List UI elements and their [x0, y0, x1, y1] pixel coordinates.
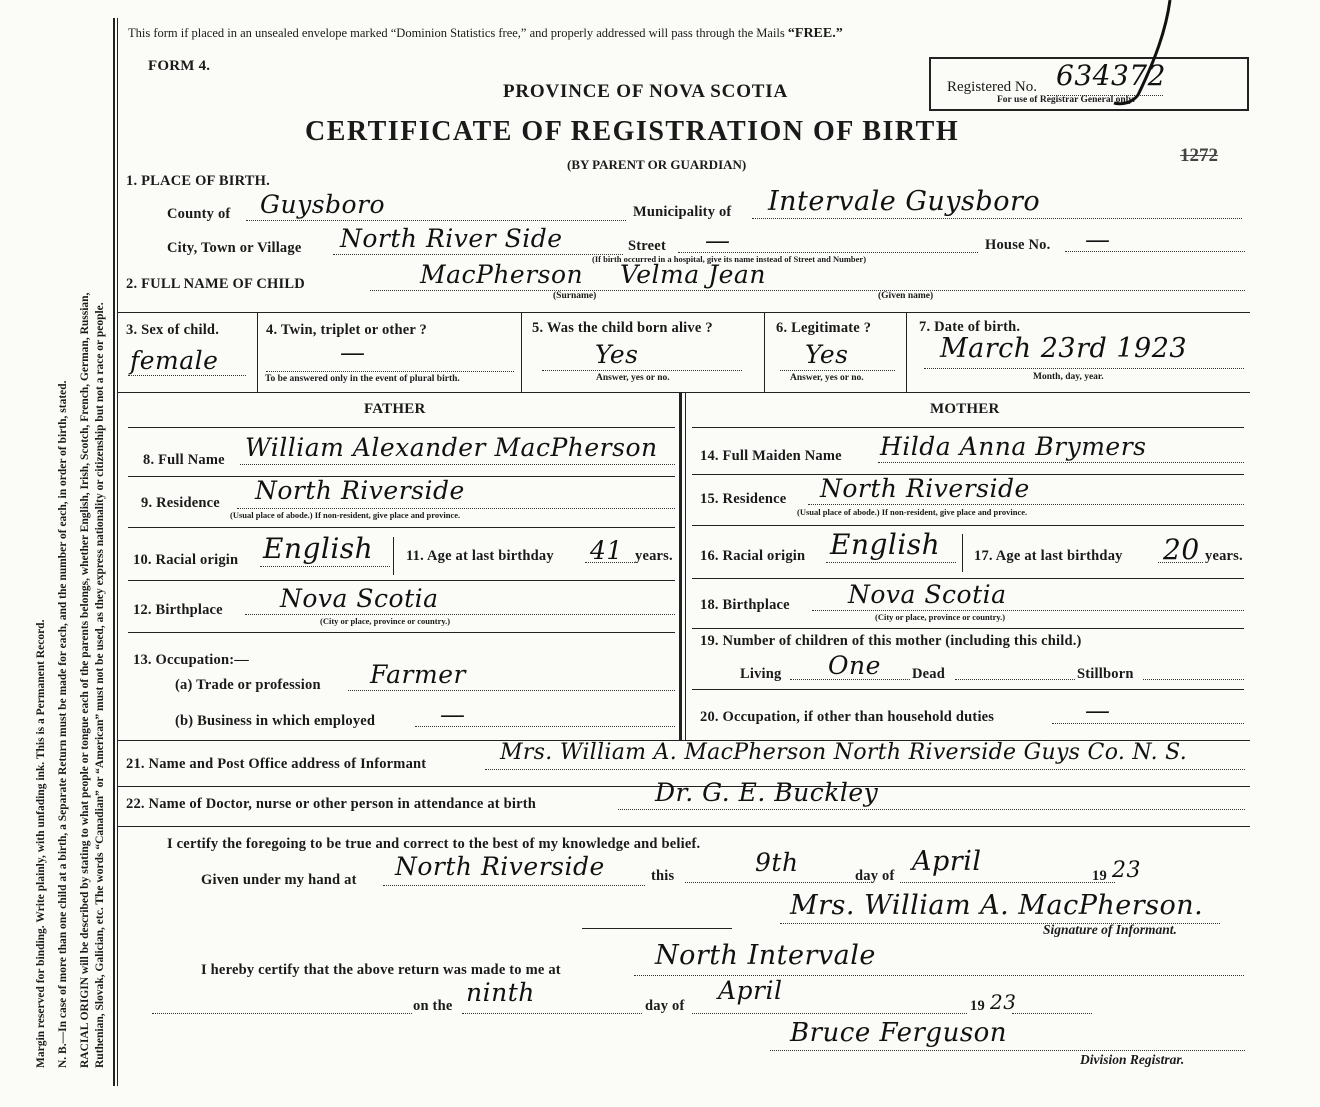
surname-note: (Surname) [553, 291, 597, 301]
margin-note: Margin reserved for binding. Write plainly, with unfading ink. This is a Permanent Record. [35, 619, 47, 1068]
on-the-label: on the [413, 998, 453, 1014]
mother-name-label: 14. Full Maiden Name [700, 448, 842, 464]
father-name-value: William Alexander MacPherson [245, 433, 658, 462]
hospital-note: (If birth occurred in a hospital, give its name instead of Street and Number) [592, 254, 867, 264]
street-value: — [705, 226, 731, 255]
legitimate-value: Yes [805, 340, 849, 369]
given-month: April [912, 846, 982, 877]
informant-statement: I certify the foregoing to be true and correct to the best of my knowledge and belief. [167, 836, 701, 852]
house-value: — [1085, 225, 1111, 254]
this-label: this [651, 868, 675, 884]
living-label: Living [740, 666, 782, 682]
given-day-of-label: day of [855, 868, 895, 884]
dob-value: March 23rd 1923 [940, 333, 1188, 364]
given-year-prefix: 19 [1092, 868, 1107, 884]
page-subtitle: (BY PARENT OR GUARDIAN) [567, 157, 747, 172]
informant-signature: Mrs. William A. MacPherson. [790, 890, 1204, 921]
mother-residence-label: 15. Residence [700, 491, 787, 507]
child-given-name: Velma Jean [620, 260, 766, 289]
county-value: Guysboro [260, 190, 386, 219]
business-label: (b) Business in which employed [175, 713, 376, 729]
father-age-value: 41 [590, 536, 623, 565]
alive-label: 5. Was the child born alive ? [532, 320, 713, 336]
father-occupation-label: 13. Occupation:— [133, 652, 249, 668]
registrar-statement: I hereby certify that the above return was made to me at [201, 962, 561, 978]
pen-stroke-mark [1100, 0, 1200, 110]
house-label: House No. [985, 237, 1051, 253]
page-title: CERTIFICATE OF REGISTRATION OF BIRTH [305, 116, 960, 147]
doctor-value: Dr. G. E. Buckley [655, 778, 879, 807]
registrar-month: April [718, 976, 783, 1005]
twin-note: To be answered only in the event of plural birth. [265, 374, 460, 384]
mother-age-unit: years. [1205, 548, 1243, 564]
registrar-year: 23 [990, 990, 1017, 1014]
mother-race-value: English [830, 528, 941, 561]
province-heading: PROVINCE OF NOVA SCOTIA [503, 81, 788, 102]
municipality-label: Municipality of [633, 204, 732, 220]
mother-residence-value: North Riverside [820, 474, 1030, 503]
registered-box [929, 57, 1249, 111]
trade-value: Farmer [370, 660, 466, 689]
dob-label: 7. Date of birth. [919, 319, 1021, 335]
father-birthplace-value: Nova Scotia [280, 584, 439, 613]
mother-birthplace-note: (City or place, province or country.) [875, 612, 1006, 622]
father-age-label: 11. Age at last birthday [406, 548, 554, 564]
child-surname: MacPherson [420, 260, 584, 289]
twin-value: — [340, 338, 366, 367]
registrar-place: North Intervale [655, 940, 876, 971]
left-margin-rule-outer [113, 18, 115, 1086]
informant-label: 21. Name and Post Office address of Informant [126, 756, 427, 772]
street-label: Street [628, 238, 666, 254]
father-birthplace-label: 12. Birthplace [133, 602, 223, 618]
mail-notice: This form if placed in an unsealed envelope marked “Dominion Statistics free,” and properly addressed will pass through the Mails “FREE.” [128, 26, 843, 41]
given-name-note: (Given name) [878, 291, 934, 301]
alive-value: Yes [595, 340, 639, 369]
informant-value: Mrs. William A. MacPherson North Riverside Guys Co. N. S. [500, 740, 1188, 765]
legitimate-note: Answer, yes or no. [790, 373, 864, 383]
living-value: One [828, 651, 881, 680]
father-name-label: 8. Full Name [143, 452, 225, 468]
left-margin-rule-inner [117, 18, 118, 1086]
form-number: FORM 4. [148, 58, 211, 74]
municipality-value: Intervale Guysboro [768, 186, 1041, 217]
given-at-label: Given under my hand at [201, 872, 357, 888]
city-label: City, Town or Village [167, 240, 302, 256]
registered-label: Registered No. [947, 79, 1037, 95]
registrar-year-prefix: 19 [970, 998, 985, 1014]
corner-number: 1272 [1180, 145, 1218, 166]
mother-name-value: Hilda Anna Brymers [880, 432, 1147, 461]
trade-label: (a) Trade or profession [175, 677, 321, 693]
registered-number: 634372 [1056, 59, 1166, 92]
given-year: 23 [1112, 858, 1141, 883]
registrar-day: ninth [466, 978, 535, 1007]
dead-label: Dead [912, 666, 946, 682]
mother-race-label: 16. Racial origin [700, 548, 806, 564]
sex-value: female [130, 346, 219, 375]
informant-signature-label: Signature of Informant. [1043, 922, 1177, 937]
twin-label: 4. Twin, triplet or other ? [266, 322, 427, 338]
mother-occupation-label: 20. Occupation, if other than household duties [700, 709, 995, 725]
father-heading: FATHER [364, 401, 426, 417]
doctor-label: 22. Name of Doctor, nurse or other person in attendance at birth [126, 796, 537, 812]
mother-age-label: 17. Age at last birthday [974, 548, 1123, 564]
registrar-day-of-label: day of [645, 998, 685, 1014]
alive-note: Answer, yes or no. [596, 373, 670, 383]
mother-heading: MOTHER [930, 401, 1000, 417]
given-day: 9th [755, 848, 799, 877]
father-race-label: 10. Racial origin [133, 552, 239, 568]
county-label: County of [167, 206, 231, 222]
dob-note: Month, day, year. [1033, 372, 1104, 382]
registrar-signature: Bruce Ferguson [790, 1018, 1008, 1048]
child-name-label: 2. FULL NAME OF CHILD [126, 276, 305, 292]
father-residence-note: (Usual place of abode.) If non-resident, give place and province. [230, 510, 461, 520]
mother-residence-note: (Usual place of abode.) If non-resident, give place and province. [797, 507, 1028, 517]
registrar-note: For use of Registrar General only. [997, 95, 1135, 105]
father-birthplace-note: (City or place, province or country.) [320, 616, 451, 626]
place-section-label: 1. PLACE OF BIRTH. [126, 173, 270, 189]
mother-occupation-value: — [1085, 696, 1111, 725]
father-race-value: English [263, 532, 374, 565]
legitimate-label: 6. Legitimate ? [776, 320, 872, 336]
racial-origin-note-1: RACIAL ORIGIN will be described by stating to what people or tongue each of the parents belongs, whether English, Irish, Scotch, French, German, Russian, [79, 292, 91, 1068]
sex-label: 3. Sex of child. [126, 322, 220, 338]
racial-origin-note-2: Ruthenian, Slovak, Galician, etc. The words “Canadian” or “American” must not be used, as they express nationality or citizenship but not a race or people. [94, 302, 106, 1068]
father-residence-label: 9. Residence [141, 495, 220, 511]
nb-note: N. B.—In case of more than one child at a birth, a Separate Return must be made for each, and the number of each, in order of birth, stated. [57, 380, 69, 1068]
mother-birthplace-value: Nova Scotia [848, 580, 1007, 609]
mother-birthplace-label: 18. Birthplace [700, 597, 790, 613]
given-at-place: North Riverside [395, 852, 605, 881]
registrar-signature-label: Division Registrar. [1080, 1052, 1185, 1067]
mother-age-value: 20 [1163, 533, 1200, 566]
city-value: North River Side [340, 224, 563, 253]
father-age-unit: years. [635, 548, 673, 564]
father-residence-value: North Riverside [255, 476, 465, 505]
business-value: — [440, 700, 466, 729]
stillborn-label: Stillborn [1077, 666, 1134, 682]
children-count-label: 19. Number of children of this mother (including this child.) [700, 633, 1082, 649]
